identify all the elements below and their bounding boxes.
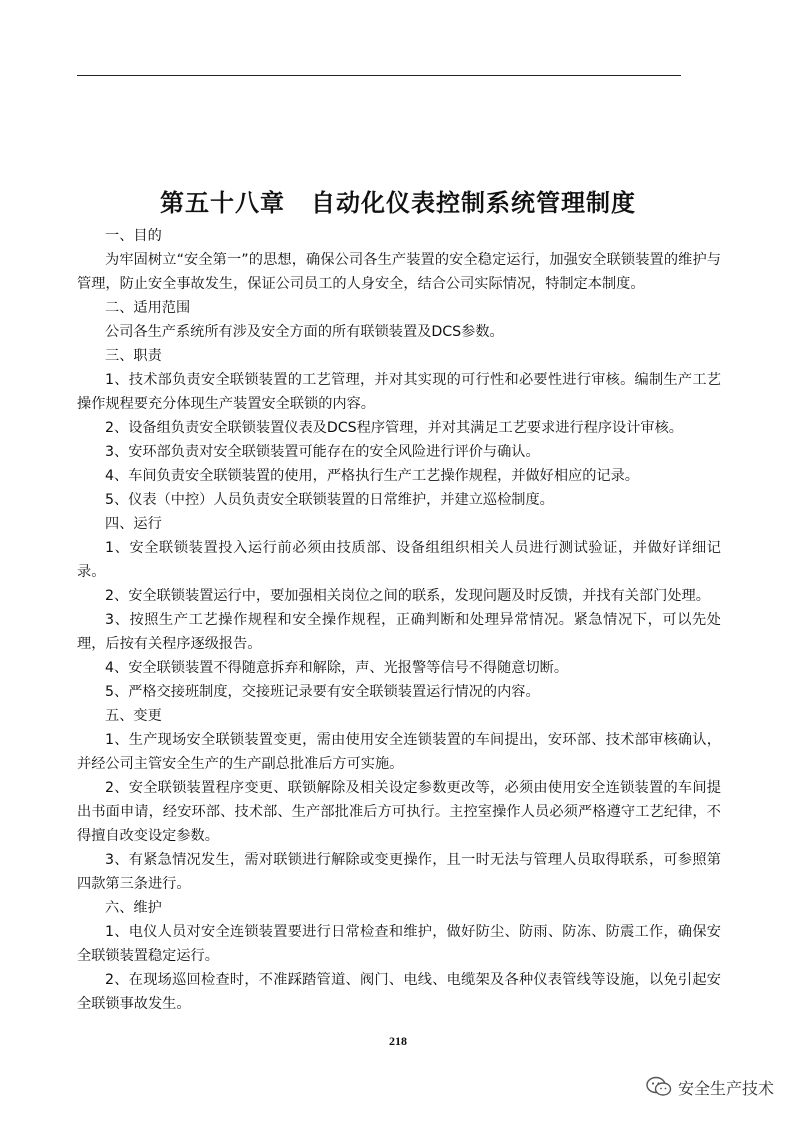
paragraph: 2、安全联锁装置程序变更、联锁解除及相关设定参数更改等，必须由使用安全连锁装置的车间提出书面申请，经安环部、技术部、生产部批准后方可执行。主控室操作人员必须严格遵守工艺纪律，不得擅自改变设定参数。 xyxy=(77,780,721,844)
paragraph: 1、生产现场安全联锁装置变更，需由使用安全连锁装置的车间提出，安环部、技术部审核确认，并经公司主管安全生产的生产副总批准后方可实施。 xyxy=(77,732,721,772)
header-rule xyxy=(77,75,681,76)
paragraph: 五、变更 xyxy=(105,708,162,724)
paragraph: 一、目的 xyxy=(105,228,162,244)
chapter-name: 自动化仪表控制系统管理制度 xyxy=(311,189,636,217)
paragraph: 5、仪表（中控）人员负责安全联锁装置的日常维护，并建立巡检制度。 xyxy=(105,492,554,508)
paragraph: 四、运行 xyxy=(105,516,162,532)
document-body xyxy=(77,224,721,1016)
paragraph: 3、安环部负责对安全联锁装置可能存在的安全风险进行评价与确认。 xyxy=(105,444,540,460)
account-name: 安全生产技术 xyxy=(677,1078,774,1098)
account-watermark xyxy=(646,1073,774,1101)
paragraph: 1、电仪人员对安全连锁装置要进行日常检查和维护，做好防尘、防雨、防冻、防震工作，确保安全联锁装置稳定运行。 xyxy=(77,924,721,964)
paragraph: 二、适用范围 xyxy=(105,300,191,316)
paragraph: 公司各生产系统所有涉及安全方面的所有联锁装置及DCS参数。 xyxy=(105,324,504,340)
paragraph: 4、车间负责安全联锁装置的使用，严格执行生产工艺操作规程，并做好相应的记录。 xyxy=(105,468,639,484)
wechat-icon xyxy=(646,1076,672,1098)
paragraph: 3、有紧急情况发生，需对联锁进行解除或变更操作，且一时无法与管理人员取得联系，可参照第四款第三条进行。 xyxy=(77,852,721,892)
paragraph: 2、在现场巡回检查时，不准踩踏管道、阀门、电线、电缆架及各种仪表管线等设施，以免引起安全联锁事故发生。 xyxy=(77,972,721,1012)
paragraph: 1、技术部负责安全联锁装置的工艺管理，并对其实现的可行性和必要性进行审核。编制生产工艺操作规程要充分体现生产装置安全联锁的内容。 xyxy=(77,372,721,412)
paragraph: 4、安全联锁装置不得随意拆弃和解除，声、光报警等信号不得随意切断。 xyxy=(105,660,569,676)
paragraph: 5、严格交接班制度，交接班记录要有安全联锁装置运行情况的内容。 xyxy=(105,684,540,700)
paragraph: 2、设备组负责安全联锁装置仪表及DCS程序管理，并对其满足工艺要求进行程序设计审核。 xyxy=(105,420,683,436)
page-number: 218 xyxy=(389,1034,407,1048)
paragraph: 2、安全联锁装置运行中，要加强相关岗位之间的联系，发现问题及时反馈，并找有关部门处理。 xyxy=(105,588,710,604)
chapter-title xyxy=(0,183,796,218)
paragraph: 六、维护 xyxy=(105,900,162,916)
paragraph: 三、职责 xyxy=(105,348,162,364)
paragraph: 3、按照生产工艺操作规程和安全操作规程，正确判断和处理异常情况。紧急情况下，可以先处理，后按有关程序逐级报告。 xyxy=(77,612,721,652)
chapter-number: 第五十八章 xyxy=(160,189,285,217)
paragraph: 1、安全联锁装置投入运行前必须由技质部、设备组组织相关人员进行测试验证，并做好详细记录。 xyxy=(77,540,721,580)
paragraph: 为牢固树立“安全第一”的思想，确保公司各生产装置的安全稳定运行，加强安全联锁装置的维护与管理，防止安全事故发生，保证公司员工的人身安全，结合公司实际情况，特制定本制度。 xyxy=(77,252,721,292)
